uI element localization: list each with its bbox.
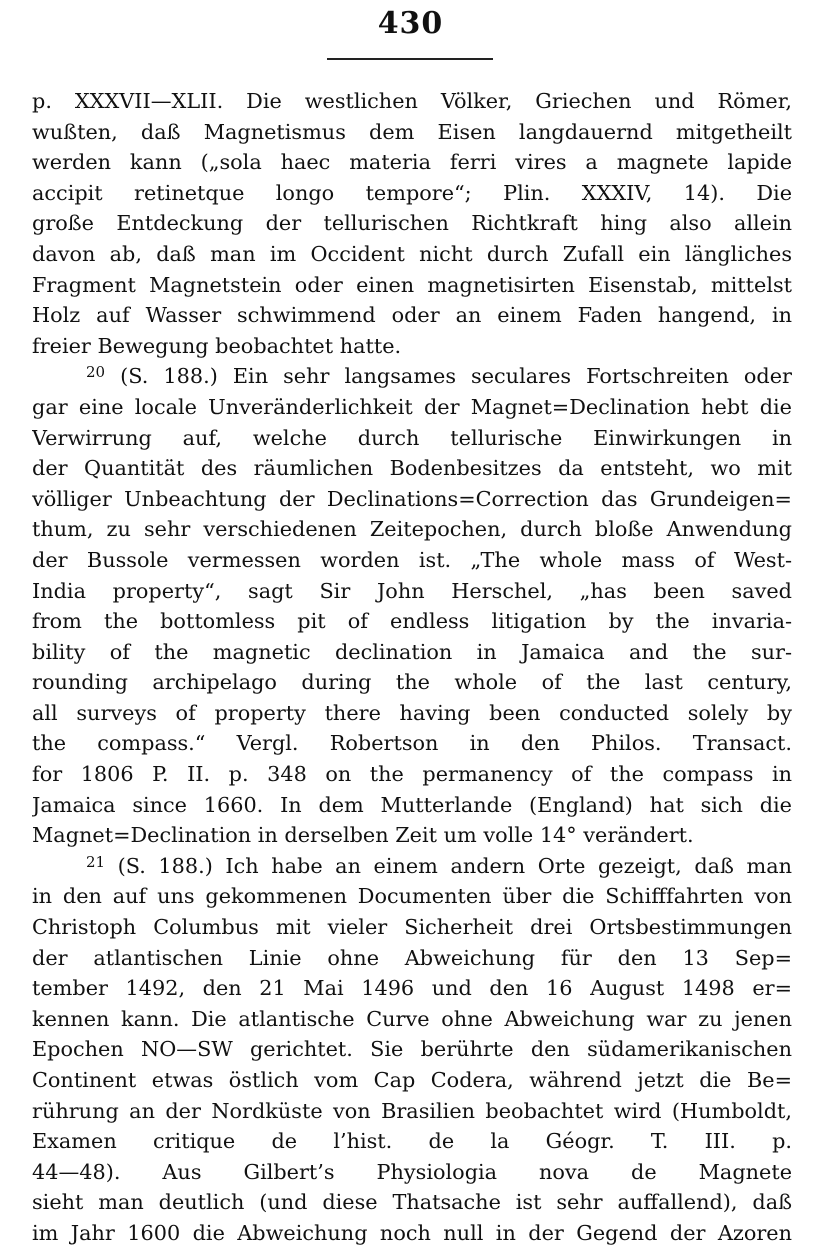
text-line: davon ab, daß man im Occident nicht durch Zufall ein längliches (32, 241, 792, 266)
text-line: thum, zu sehr verschiedenen Zeitepochen, durch bloße Anwendung (32, 517, 792, 542)
text-line: sieht man deutlich (und diese Thatsache ist sehr auffallend), daß (32, 1190, 792, 1215)
text-line: (S. 188.) Ein sehr langsames seculares Fortschreiten oder (120, 364, 792, 389)
text-line: the compass.“ Vergl. Robertson in den Philos. Transact. (32, 731, 792, 756)
text-line: bility of the magnetic declination in Jamaica and the sur- (32, 639, 792, 664)
text-line: India property“, sagt Sir John Herschel, „has been saved (32, 578, 792, 603)
footnote-number: 21 (86, 852, 106, 871)
text-line: völliger Unbeachtung der Declinations=Correction das Grundeigen= (32, 486, 792, 511)
footnote-21 (32, 851, 792, 882)
text-line: accipit retinetque longo tempore“; Plin. XXXIV, 14). Die (32, 180, 792, 205)
text-line: Examen critique de l’hist. de la Géogr. T. III. p. (32, 1129, 792, 1154)
text-line: Magnet=Declination in derselben Zeit um volle 14° verändert. (32, 823, 694, 848)
text-line: in den auf uns gekommenen Documenten über die Schifffahrten von (32, 884, 792, 909)
text-line: der atlantischen Linie ohne Abweichung für den 13 Sep= (32, 945, 792, 970)
text-line: der Bussole vermessen worden ist. „The whole mass of West- (32, 547, 792, 572)
text-line: werden kann („sola haec materia ferri vires a magnete lapide (32, 150, 792, 175)
text-line: freier Bewegung beobachtet hatte. (32, 333, 402, 358)
text-line: rührung an der Nordküste von Brasilien beobachtet wird (Humboldt, (32, 1098, 792, 1123)
text-line: der Quantität des räumlichen Bodenbesitzes da entsteht, wo mit (32, 456, 792, 481)
text-line: 44—48). Aus Gilbert’s Physiologia nova de Magnete (32, 1159, 792, 1184)
footnote-number: 20 (86, 363, 106, 382)
header-rule (327, 58, 493, 60)
text-line: gar eine locale Unveränderlichkeit der Magnet=Declination hebt die (32, 394, 792, 419)
text-line: p. XXXVII—XLII. Die westlichen Völker, Griechen und Römer, (32, 89, 792, 113)
text-line: all surveys of property there having been conducted solely by (32, 700, 792, 725)
text-line: Jamaica since 1660. In dem Mutterlande (England) hat sich die (32, 792, 792, 817)
footnote-20 (32, 361, 792, 392)
text-line: Verwirrung auf, welche durch tellurische Einwirkungen in (32, 425, 792, 450)
text-line: Holz auf Wasser schwimmend oder an einem Faden hangend, in (32, 303, 792, 328)
text-line: kennen kann. Die atlantische Curve ohne Abweichung war zu jenen (32, 1006, 792, 1031)
page-number: 430 (377, 6, 444, 41)
text-line: for 1806 P. II. p. 348 on the permanency of the compass in (32, 762, 792, 787)
text-line: Epochen NO—SW gerichtet. Sie berührte den südamerikanischen (32, 1037, 792, 1062)
text-line: tember 1492, den 21 Mai 1496 und den 16 August 1498 er= (32, 976, 792, 1001)
text-line: Continent etwas östlich vom Cap Codera, während jetzt die Be= (32, 1068, 792, 1092)
text-body (32, 86, 792, 1249)
text-line: Fragment Magnetstein oder einen magnetisirten Eisenstab, mittelst (32, 272, 792, 297)
text-line: (S. 188.) Ich habe an einem andern Orte gezeigt, daß man (117, 853, 792, 878)
text-line: Christoph Columbus mit vieler Sicherheit drei Ortsbestimmungen (32, 915, 792, 940)
text-line: from the bottomless pit of endless litigation by the invaria- (32, 609, 792, 634)
text-line: rounding archipelago during the whole of the last century, (32, 670, 792, 695)
text-line: im Jahr 1600 die Abweichung noch null in der Gegend der Azoren (32, 1220, 792, 1245)
text-line: große Entdeckung der tellurischen Richtkraft hing also allein (32, 211, 792, 236)
text-line: wußten, daß Magnetismus dem Eisen langdauernd mitgetheilt (32, 119, 792, 144)
